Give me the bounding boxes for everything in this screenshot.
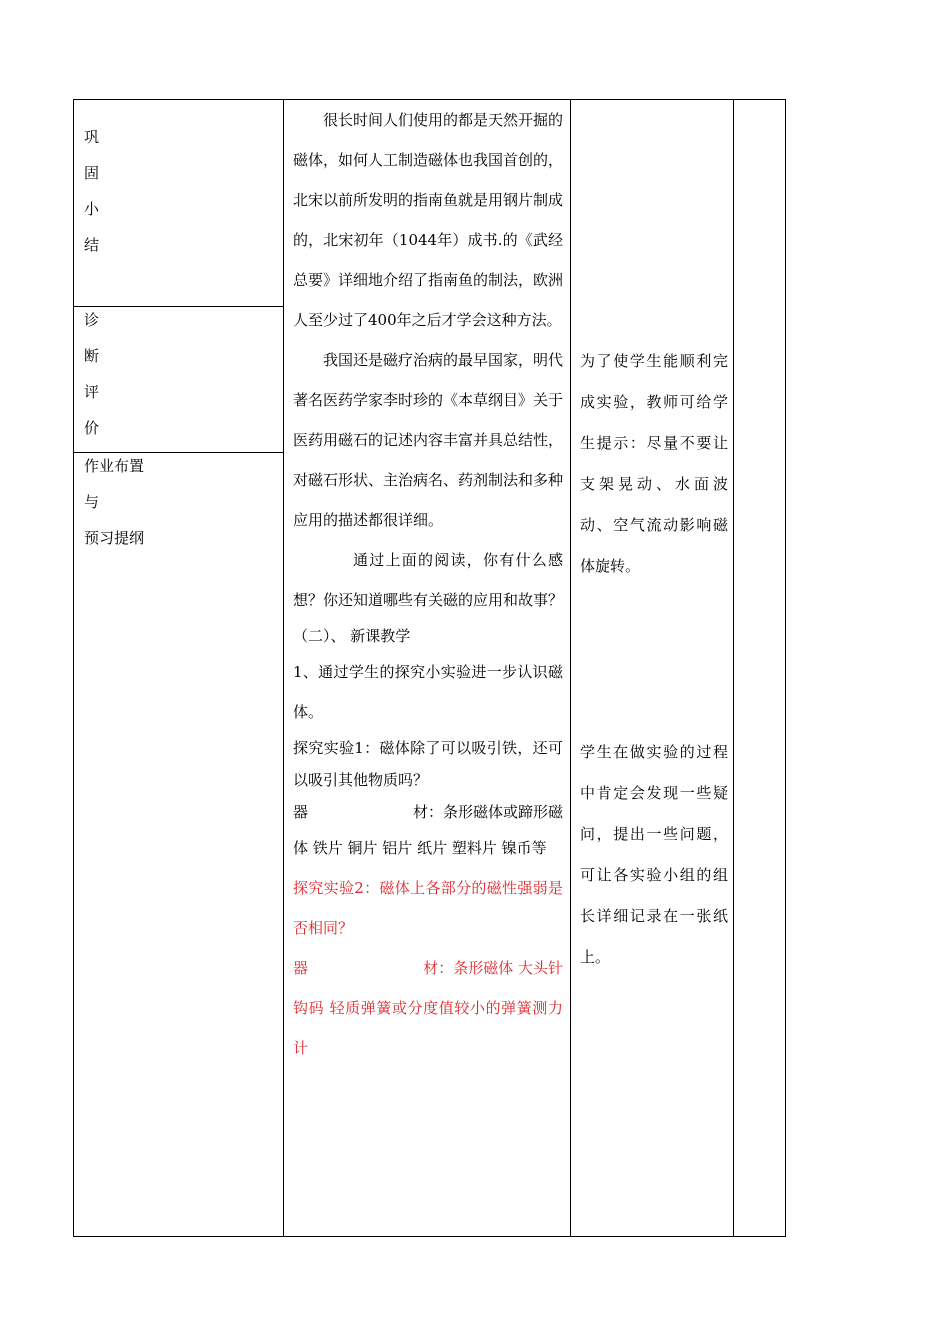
experiment-2-equipment: 钩码 轻质弹簧或分度值较小的弹簧测力计 [293,999,563,1057]
label-char: 诊 [84,311,100,329]
column-divider [570,99,571,1237]
section-heading: （二）、 新课教学 [293,627,411,645]
note-text: 为了使学生能顺利完成实验，教师可给学生提示：尽量不要让支架晃动、水面波动、空气流动影响磁体旋转。 [580,352,728,575]
experiment-1-equipment: 体 铁片 铜片 铝片 纸片 塑料片 镍币等 [293,839,547,857]
label-char: 评 [84,383,100,401]
equipment-label-text: 材：条形磁体或蹄形磁 [412,803,563,821]
label-char: 价 [84,419,100,437]
label-consolidate-summary [84,119,99,263]
experiment-1-equipment-label [293,796,563,828]
column-divider [733,99,734,1237]
item-1: 1、通过学生的探究小实验进一步认识磁体。 [293,663,563,721]
teaching-content [293,100,563,1068]
experiment-1-title: 探究实验1：磁体除了可以吸引铁，还可以吸引其他物质吗？ [293,739,563,789]
teacher-note-hint [580,341,728,587]
equipment-label-char: 器 [293,959,309,977]
label-char: 巩 [84,128,100,146]
label-char: 固 [84,164,100,182]
paragraph-magnetic-therapy: 我国还是磁疗治病的最早国家，明代著名医药学家李时珍的《本草纲目》关于医药用磁石的记述内容丰富并具总结性，对磁石形状、主治病名、药剂制法和多种应用的描述都很详细。 [293,351,564,529]
label-char: 断 [84,347,100,365]
label-diagnose-evaluate [84,302,99,446]
paragraph-artificial-magnet: 很长时间人们使用的都是天然开掘的磁体，如何人工制造磁体也我国首创的，北宋以前所发明的指南鱼就是用钢片制成的，北宋初年（1044年）成书.的《武经总要》详细地介绍了指南鱼的制法，欧洲人至少过了400年之后才学会这种方法。 [293,111,564,329]
label-homework [84,448,144,556]
note-text: 学生在做实验的过程中肯定会发现一些疑问，提出一些问题，可让各实验小组的组长详细记录在一张纸上。 [580,743,728,966]
label-char: 结 [84,236,100,254]
teacher-note-questions [580,732,728,978]
label-char: 小 [84,200,100,218]
equipment-label-char: 器 [293,803,309,821]
experiment-2-equipment-label [293,948,563,988]
label-line: 作业布置 [84,457,145,475]
equipment-label-text: 材：条形磁体 大头针 [423,959,563,977]
paragraph-reflection-question: 通过上面的阅读，你有什么感想？你还知道哪些有关磁的应用和故事？ [293,551,564,609]
row-divider [73,306,283,307]
column-divider [283,99,284,1237]
experiment-2-title: 探究实验2：磁体上各部分的磁性强弱是否相同？ [293,879,563,937]
label-line: 预习提纲 [84,529,145,547]
label-line: 与 [84,493,100,511]
